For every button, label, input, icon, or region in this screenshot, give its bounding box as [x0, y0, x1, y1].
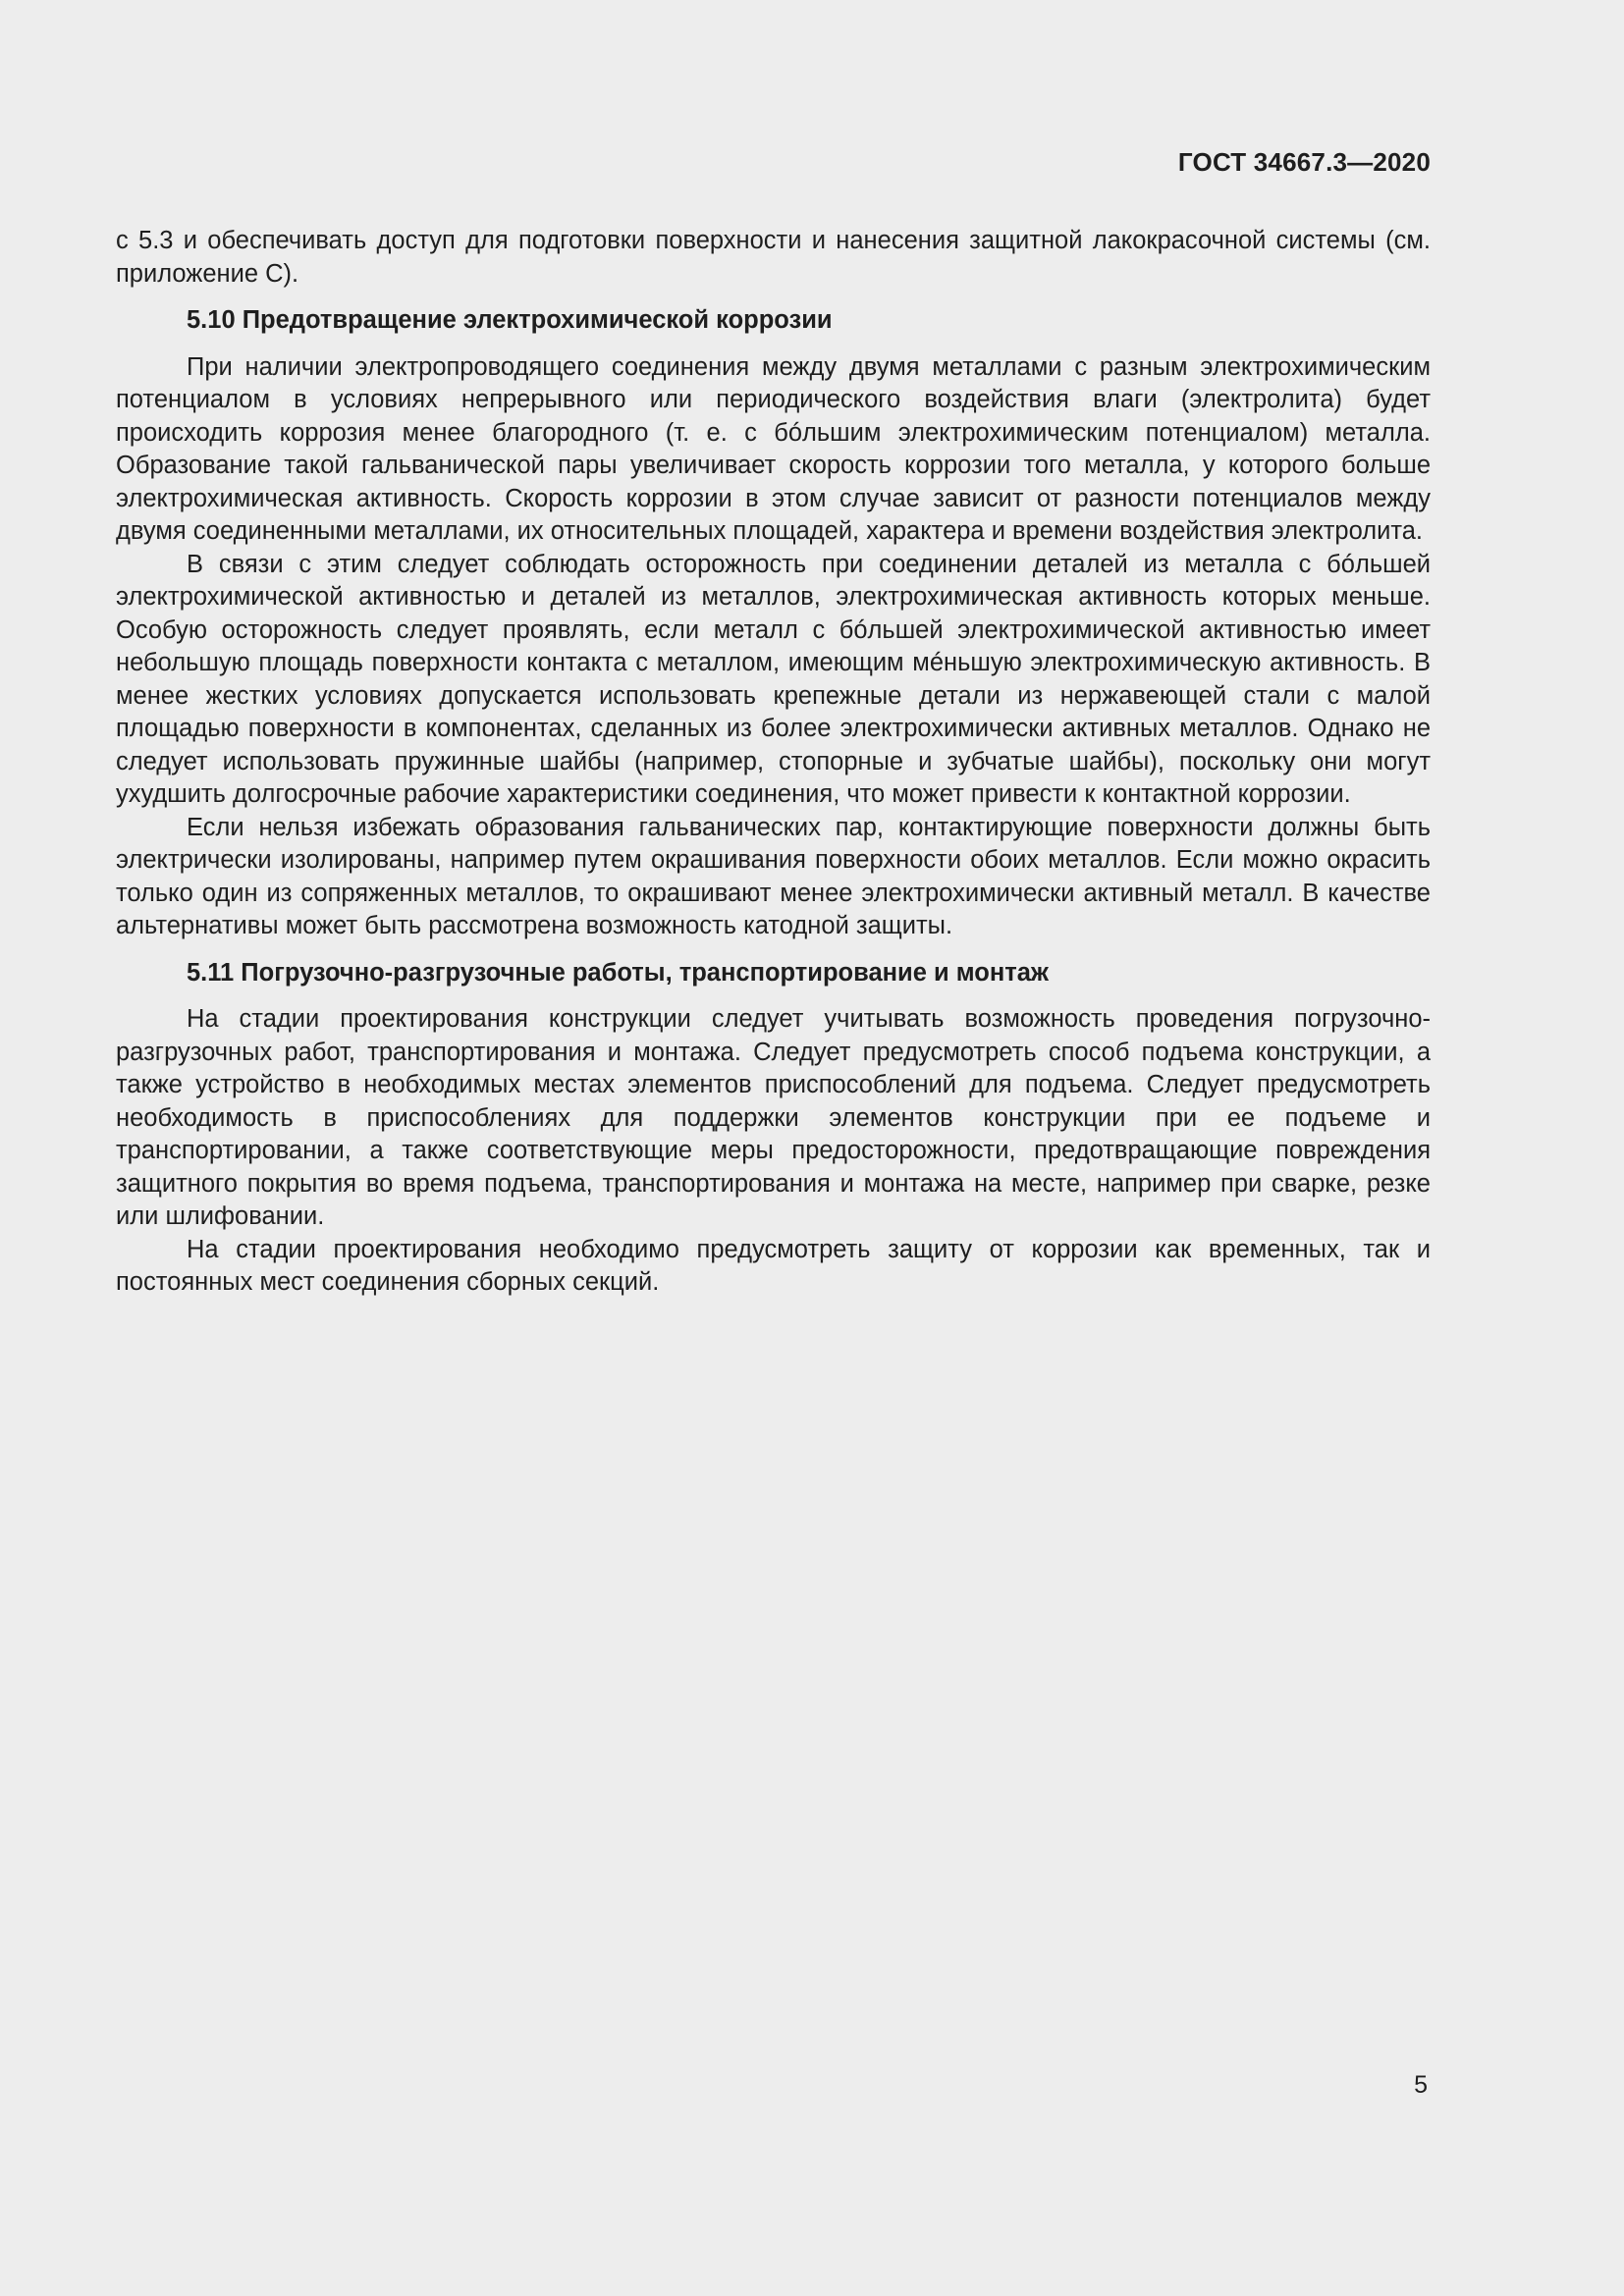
section-5-10-heading: 5.10 Предотвращение электрохимической коррозии — [187, 306, 833, 334]
section-5-10-paragraph-3: Если нельзя избежать образования гальванических пар, контактирующие поверхности должны быть электрически изолированы, например путем окрашивания поверхности обоих металлов. Если можно окрасить только один из сопряженных металлов, то окрашивают менее электрохимически активный металл. В качестве альтернативы может быть рассмотрена возможность катодной защиты. — [116, 813, 1431, 939]
document-body — [116, 225, 1431, 1300]
section-5-11-heading: 5.11 Погрузочно-разгрузочные работы, транспортирование и монтаж — [187, 958, 1049, 987]
page-number: 5 — [1414, 2071, 1428, 2099]
section-5-11-paragraph-1: На стадии проектирования конструкции следует учитывать возможность проведения погрузочно-разгрузочных работ, транспортирования и монтажа. Следует предусмотреть способ подъема конструкции, а также устройство в необходимых местах элементов приспособлений для подъема. Следует предусмотреть необходимость в приспособлениях для поддержки элементов конструкции при ее подъеме и транспортировании, а также соответствующие меры предосторожности, предотвращающие повреждения защитного покрытия во время подъема, транспортирования и монтажа на месте, например при сварке, резке или шлифовании. — [116, 1005, 1431, 1230]
section-5-11-paragraph-2: На стадии проектирования необходимо предусмотреть защиту от коррозии как временных, так и постоянных мест соединения сборных секций. — [116, 1235, 1431, 1296]
section-5-10-paragraph-1: При наличии электропроводящего соединения между двумя металлами с разным электрохимическим потенциалом в условиях непрерывного или периодического воздействия влаги (электролита) будет происходить коррозия менее благородного (т. е. с бóльшим электрохимическим потенциалом) металла. Образование такой гальванической пары увеличивает скорость коррозии того металла, у которого больше электрохимическая активность. Скорость коррозии в этом случае зависит от разности потенциалов между двумя соединенными металлами, их относительных площадей, характера и времени воздействия электролита. — [116, 352, 1431, 545]
document-code-header: ГОСТ 34667.3—2020 — [1177, 147, 1431, 177]
section-5-10-paragraph-2: В связи с этим следует соблюдать осторожность при соединении деталей из металла с бóльшей электрохимической активностью и деталей из металлов, электрохимическая активность которых меньше. Особую осторожность следует проявлять, если металл с бóльшей электрохимической активностью имеет небольшую площадь поверхности контакта с металлом, имеющим мéньшую электрохимическую активность. В менее жестких условиях допускается использовать крепежные детали из нержавеющей стали с малой площадью поверхности в компонентах, сделанных из более электрохимически активных металлов. Однако не следует использовать пружинные шайбы (например, стопорные и зубчатые шайбы), поскольку они могут ухудшить долгосрочные рабочие характеристики соединения, что может привести к контактной коррозии. — [116, 550, 1431, 808]
continuation-paragraph: с 5.3 и обеспечивать доступ для подготовки поверхности и нанесения защитной лакокрасочной системы (см. приложение С). — [116, 227, 1431, 288]
